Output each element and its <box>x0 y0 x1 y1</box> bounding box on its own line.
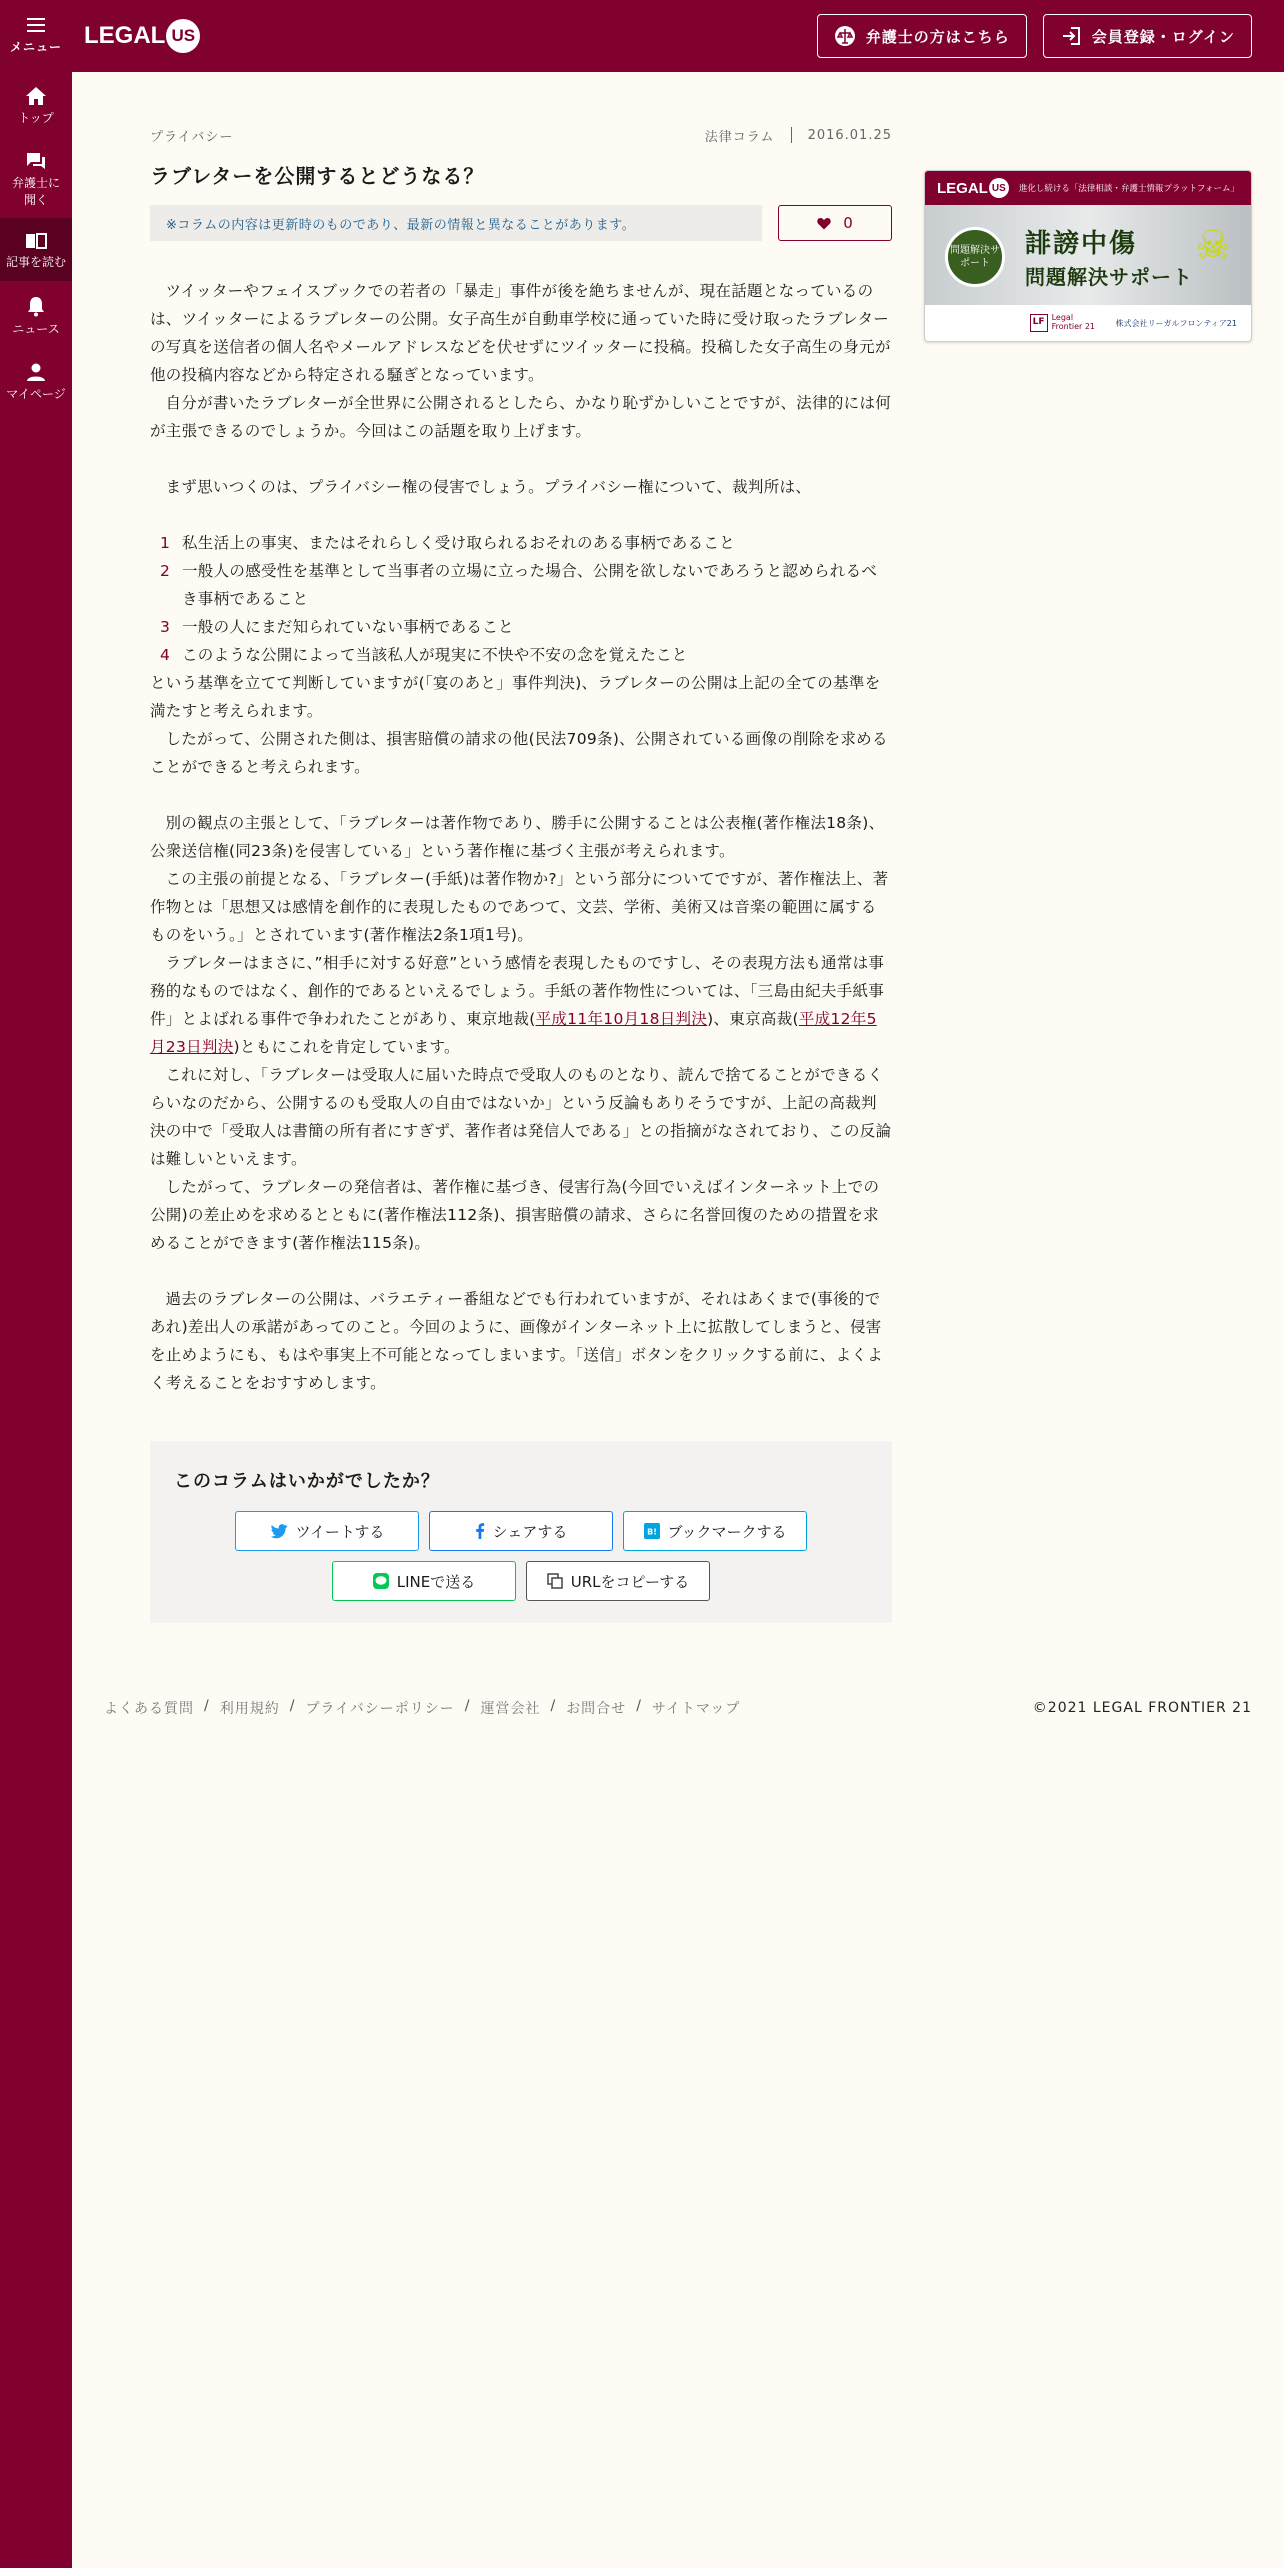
copy-url-button[interactable] <box>526 1561 710 1601</box>
lawyer-entry-button[interactable] <box>817 14 1027 58</box>
list-number: 4 <box>160 646 171 664</box>
footer-links: よくある質問 / 利用規約 / プライバシーポリシー / 運営会社 / お問合せ / サイトマップ <box>104 1698 741 1717</box>
text-span: )ともにこれを肯定しています。 <box>233 1038 460 1056</box>
article-paragraph: ツイッターやフェイスブックでの若者の「暴走」事件が後を絶ちませんが、現在話題となっているのは、ツイッターによるラブレターの公開。女子高生が自動車学校に通っていた時に受け取ったラブレターの写真を送信者の個人名やメールアドレスなどを伏せずにツイッターに投稿。投稿した女子高生の身元が他の投稿内容などから特定される騒ぎとなっています。 <box>150 282 891 384</box>
article-paragraph: 別の観点の主張として、「ラブレターは著作物であり、勝手に公開することは公表権(著作権法18条)、公衆送信権(同23条)を侵害している」という著作権に基づく主張が考えられます。 <box>150 814 885 860</box>
text-span: )、東京高裁( <box>707 1010 799 1028</box>
article-paragraph <box>150 949 892 1061</box>
sidebar-item-mypage[interactable] <box>0 348 72 413</box>
sidebar <box>0 72 72 2568</box>
site-logo[interactable] <box>84 19 200 53</box>
article-paragraph: この主張の前提となる、「ラブレター(手紙)は著作物か?」という部分についてですが、著作権法上、著作物とは「思想又は感情を創作的に表現したものであつて、文芸、学術、美術又は音楽の範囲に属するものをいう。」とされています(著作権法2条1項1号)。 <box>150 870 889 944</box>
footer-link-sitemap[interactable]: サイトマップ <box>651 1701 741 1717</box>
logo-us-mark: US <box>166 19 200 53</box>
copyright: ©2021 LEGAL FRONTIER 21 <box>1032 1700 1252 1716</box>
ad-subheadline: 問題解決サポート <box>1025 265 1193 289</box>
ad-headline: 誹謗中傷 <box>1025 229 1138 259</box>
ad-tagline: 進化し続ける「法律相談・弁護士情報プラットフォーム」 <box>1018 184 1239 194</box>
article-date: 2016.01.25 <box>807 127 892 143</box>
update-notice: ※コラムの内容は更新時のものであり、最新の情報と異なることがあります。 <box>150 205 762 241</box>
sidebar-item-label: マイページ <box>6 386 66 401</box>
lawyer-button-label: 弁護士の方はこちら <box>865 27 1010 46</box>
login-button[interactable] <box>1043 14 1252 58</box>
hatena-bookmark-icon <box>644 1523 660 1539</box>
sidebar-item-news[interactable] <box>0 281 72 348</box>
article-paragraph: 自分が書いたラブレターが全世界に公開されるとしたら、かなり恥ずかしいことですが、法律的には何が主張できるのでしょうか。今回はこの話題を取り上げます。 <box>150 394 892 440</box>
like-button[interactable] <box>778 205 892 241</box>
facebook-share-button[interactable] <box>429 1511 613 1551</box>
article-paragraph: したがって、公開された側は、損害賠償の請求の他(民法709条)、公開されている画像の削除を求めることができると考えられます。 <box>150 730 888 776</box>
feedback-box <box>150 1441 892 1623</box>
tweet-button[interactable] <box>235 1511 419 1551</box>
hamburger-icon <box>27 18 45 32</box>
footer-link-terms[interactable]: 利用規約 <box>219 1701 280 1717</box>
user-icon <box>26 362 46 382</box>
line-label: LINEで送る <box>396 1572 476 1591</box>
ad-logo <box>937 178 1009 198</box>
article-body <box>150 277 892 1397</box>
sidebar-item-label: 弁護士に聞く <box>11 175 60 207</box>
bell-icon <box>26 295 46 317</box>
facebook-icon <box>475 1523 485 1539</box>
copy-url-label: URLをコピーする <box>570 1572 690 1591</box>
skull-icon: ☠ <box>1195 223 1231 269</box>
article-title: ラブレターを公開するとどうなる？ <box>150 164 485 188</box>
article-paragraph: 過去のラブレターの公開は、バラエティー番組などでも行われていますが、それはあくまで(事後的であれ)差出人の承諾があってのこと。今回のように、画像がインターネット上に拡散してしまうと、侵害を止めようにも、もはや事実上不可能となってしまいます。「送信」ボタンをクリックする前に、よくよく考えることをおすすめします。 <box>150 1290 883 1392</box>
list-item <box>158 529 892 557</box>
list-text: 一般人の感受性を基準として当事者の立場に立った場合、公開を欲しないであろうと認められるべき事柄であること <box>182 562 878 608</box>
footer-link-privacy[interactable]: プライバシーポリシー <box>305 1701 455 1717</box>
ad-banner-image <box>925 205 1251 305</box>
tweet-label: ツイートする <box>295 1522 385 1541</box>
footer-link-contact[interactable]: お問合せ <box>566 1701 627 1717</box>
list-text: 一般の人にまだ知られていない事柄であること <box>182 618 514 636</box>
menu-label: メニュー <box>9 39 62 54</box>
sidebar-item-articles[interactable] <box>0 218 72 281</box>
sidebar-item-top[interactable] <box>0 72 72 137</box>
ad-badge: 問題解決サポート <box>945 227 1005 287</box>
logo-text: LEGAL <box>84 22 166 49</box>
article-type: 法律コラム <box>704 129 775 145</box>
tokyo-high-court-link[interactable]: 平成12年5月23日判決 <box>150 1010 877 1056</box>
sidebar-item-label: ニュース <box>12 322 60 337</box>
article-main <box>150 120 892 1623</box>
list-item <box>158 641 892 669</box>
hatena-bookmark-button[interactable] <box>623 1511 807 1551</box>
article-category[interactable]: プライバシー <box>150 129 234 145</box>
sidebar-item-label: トップ <box>18 111 54 125</box>
menu-button[interactable] <box>0 0 72 72</box>
book-icon <box>25 232 47 250</box>
footer-link-faq[interactable]: よくある質問 <box>104 1701 194 1717</box>
legal-frontier-logo: LF Legal Frontier 21 <box>1030 314 1096 332</box>
feedback-title: このコラムはいかがでしたか？ <box>174 1471 440 1492</box>
ad-company: 株式会社リーガルフロンティア21 <box>1115 318 1237 328</box>
footer-link-company[interactable]: 運営会社 <box>480 1701 541 1717</box>
twitter-icon <box>270 1524 288 1539</box>
article-paragraph: という基準を立てて判断していますが(「宴のあと」事件判決)、ラブレターの公開は上記の全ての基準を満たすと考えられます。 <box>150 674 881 720</box>
login-icon <box>1060 25 1082 47</box>
criteria-list <box>150 529 892 669</box>
copy-icon <box>547 1573 563 1589</box>
login-button-label: 会員登録・ログイン <box>1091 27 1235 46</box>
site-header <box>0 0 1284 72</box>
bookmark-label: ブックマークする <box>667 1522 787 1541</box>
list-number: 1 <box>160 534 171 552</box>
list-number: 3 <box>160 618 171 636</box>
share-label: シェアする <box>492 1522 568 1541</box>
text-span: ラブレターはまさに、”相手に対する好意”という感情を表現したものですし、その表現方法も通常は事務的なものではなく、創作的であるといえるでしょう。手紙の著作物性については、「三島由紀夫手紙事件」とよばれる事件で争われたことがあり、東京地裁( <box>150 954 885 1028</box>
list-text: このような公開によって当該私人が現実に不快や不安の念を覚えたこと <box>182 646 688 664</box>
article-paragraph: これに対し、「ラブレターは受取人に届いた時点で受取人のものとなり、読んで捨てることができるくらいなのだから、公開するのも受取人の自由ではないか」という反論もありそうですが、上記の高裁判決の中で「受取人は書簡の所有者にすぎず、著作者は発信人である」との指摘がなされており、この反論は難しいといえます。 <box>150 1066 892 1168</box>
sidebar-item-ask-lawyer[interactable] <box>0 137 72 219</box>
article-paragraph: したがって、ラブレターの発信者は、著作権に基づき、侵害行為(今回でいえばインターネット上での公開)の差止めを求めるとともに(著作権法112条)、損害賠償の請求、さらに名誉回復のための措置を求めることができます(著作権法115条)。 <box>150 1178 880 1252</box>
chat-icon <box>25 151 47 171</box>
lawyer-badge-icon <box>834 25 856 47</box>
ad-logo-text: LEGAL <box>937 179 988 197</box>
defamation-support-ad[interactable] <box>924 170 1252 342</box>
list-text: 私生活上の事実、またはそれらしく受け取られるおそれのある事柄であること <box>182 534 736 552</box>
ad-logo-us: US <box>989 178 1009 198</box>
tokyo-district-court-link[interactable]: 平成11年10月18日判決 <box>535 1010 708 1028</box>
meta-divider <box>791 127 792 143</box>
line-icon <box>373 1573 389 1589</box>
sidebar-item-label: 記事を読む <box>5 255 66 270</box>
list-item <box>158 557 892 613</box>
list-item <box>158 613 892 641</box>
article-paragraph: まず思いつくのは、プライバシー権の侵害でしょう。プライバシー権について、裁判所は、 <box>165 478 812 496</box>
like-count: 0 <box>843 214 853 232</box>
line-share-button[interactable] <box>332 1561 516 1601</box>
heart-icon <box>817 217 831 230</box>
article-meta <box>150 120 892 150</box>
svg-text:B!: B! <box>646 1527 657 1537</box>
list-number: 2 <box>160 562 171 580</box>
home-icon <box>25 86 47 106</box>
site-footer <box>104 1698 1252 1718</box>
lf-name: Legal Frontier 21 <box>1051 313 1095 331</box>
